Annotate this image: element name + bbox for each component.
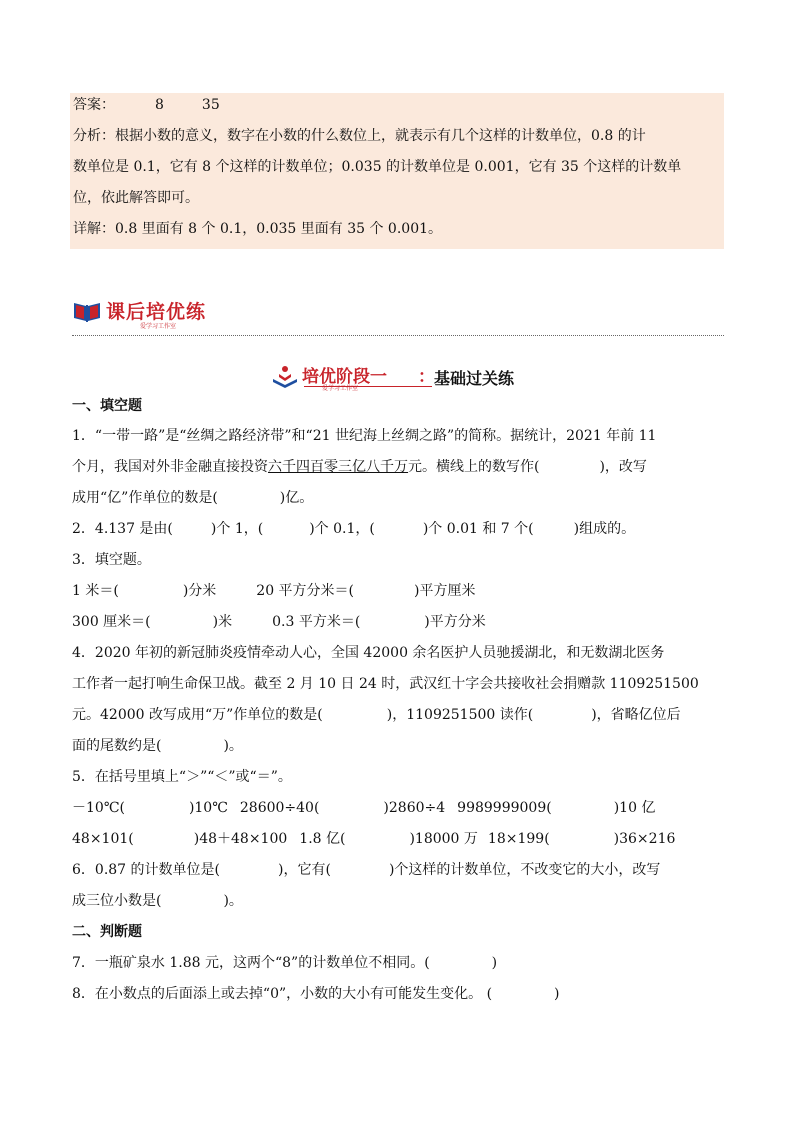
q1-line-1: 1．“一带一路”是“丝绸之路经济带”和“21 世纪海上丝绸之路”的简称。据统计，2021 年前 11 [72, 428, 657, 444]
q3-text: 20 平方分米＝( [256, 583, 355, 599]
analysis-line-2: 数单位是 0.1，它有 8 个这样的计数单位；0.035 的计数单位是 0.001，它有 35 个这样的计数单 [73, 159, 682, 175]
q1-line-2 [72, 457, 647, 477]
q3-text: )米 [212, 614, 233, 630]
answer-line [73, 95, 220, 115]
answer-value-1: 8 [155, 97, 164, 113]
analysis-line-3: 位，依此解答即可。 [73, 190, 199, 206]
q2-text: 2．4.137 是由( [72, 521, 173, 537]
section-heading-judge: 二、判断题 [72, 924, 142, 940]
q4-line-4 [72, 736, 243, 756]
q4-line-2: 工作者一起打响生命保卫战。截至 2 月 10 日 24 时，武汉红十字会共接收社会捐赠款 1109251500 [72, 676, 699, 692]
analysis-line-1: 分析：根据小数的意义，数字在小数的什么数位上，就表示有几个这样的计数单位，0.8 的计 [73, 128, 646, 144]
q4-text: 面的尾数约是( [72, 738, 162, 754]
q3-text: 0.3 平方米＝( [272, 614, 361, 630]
q4-text: )，1109251500 读作( [386, 707, 534, 723]
q1-text: )，改写 [599, 459, 647, 475]
banner-title: 课后培优练 [106, 301, 207, 323]
q4-text: )。 [223, 738, 243, 754]
q8-line [72, 984, 560, 1004]
q4-text: 元。42000 改写成用“万”作单位的数是( [72, 707, 323, 723]
q6-text: )。 [223, 893, 243, 909]
book-icon [72, 299, 102, 323]
q5-text: )10℃ [188, 800, 228, 816]
q7-text: 7．一瓶矿泉水 1.88 元，这两个“8”的计数单位不相同。( [72, 955, 430, 971]
q8-text: 8．在小数点的后面添上或去掉“0”，小数的大小有可能发生变化。 ( [72, 986, 493, 1002]
q5-text: )36×216 [613, 831, 676, 847]
q2-text: )组成的。 [573, 521, 636, 537]
q1-underlined-number: 六千四百零三亿八千万 [268, 459, 408, 475]
q6-text: 6．0.87 的计数单位是( [72, 862, 220, 878]
q5-row-1 [72, 798, 655, 818]
q7-line [72, 953, 497, 973]
q5-text: )2860÷4 [383, 800, 446, 816]
q1-text: 个月，我国对外非金融直接投资 [72, 459, 268, 475]
q2-text: )个 0.1，( [309, 521, 375, 537]
dotted-divider [72, 335, 724, 336]
q5-text: 18×199( [487, 831, 550, 847]
q7-text: ) [491, 955, 498, 971]
q4-line-3 [72, 705, 681, 725]
q1-line-3 [72, 488, 313, 508]
q5-text: )48＋48×100 [193, 831, 288, 847]
q6-text: )，它有( [278, 862, 331, 878]
q5-text: 9989999009( [457, 800, 552, 816]
q1-text: 成用“亿”作单位的数是( [72, 490, 218, 506]
section-heading-fill: 一、填空题 [72, 398, 142, 414]
q2-text: )个 1，( [210, 521, 264, 537]
q3-text: )分米 [182, 583, 217, 599]
q4-line-1: 4．2020 年初的新冠肺炎疫情牵动人心，全国 42000 余名医护人员驰援湖北，和无数湖北医务 [72, 645, 665, 661]
q3-text: )平方分米 [424, 614, 486, 630]
q2-line [72, 519, 635, 539]
q6-line-1 [72, 860, 660, 880]
q8-text: ) [554, 986, 560, 1002]
stage-label: 基础过关练 [434, 369, 515, 388]
q3-text: 300 厘米＝( [72, 614, 151, 630]
stage-title: 培优阶段一 [302, 367, 387, 387]
q5-text: －10℃( [72, 800, 125, 816]
q6-text: )个这样的计数单位，不改变它的大小，改写 [388, 862, 661, 878]
answer-label: 答案： [73, 97, 115, 113]
q5-row-2 [72, 829, 675, 849]
q5-text: 1.8 亿( [299, 831, 346, 847]
stage-heading [270, 362, 570, 392]
detail-line: 详解：0.8 里面有 8 个 0.1，0.035 里面有 35 个 0.001。 [73, 221, 443, 237]
q5-intro: 5．在括号里填上“＞”“＜”或“＝”。 [72, 769, 292, 785]
q3-row-2 [72, 612, 486, 632]
q4-text: )，省略亿位后 [591, 707, 681, 723]
q5-text: 48×101( [72, 831, 134, 847]
q6-text: 成三位小数是( [72, 893, 162, 909]
q1-text: 元。横线上的数写作( [408, 459, 540, 475]
q3-text: 1 米＝( [72, 583, 119, 599]
banner-subtitle: 爱学习工作室 [140, 323, 177, 330]
q5-text: )10 亿 [613, 800, 656, 816]
reading-figure-icon [270, 364, 300, 388]
q3-text: )平方厘米 [414, 583, 476, 599]
q2-text: )个 0.01 和 7 个( [422, 521, 534, 537]
answer-value-2: 35 [201, 97, 220, 113]
answer-box [70, 93, 724, 249]
q3-intro: 3．填空题。 [72, 552, 151, 568]
q3-row-1 [72, 581, 476, 601]
stage-subtitle: 爱学习工作室 [322, 385, 359, 392]
q5-text: )18000 万 [409, 831, 478, 847]
q1-text: )亿。 [279, 490, 314, 506]
stage-separator: ： [418, 367, 435, 387]
q5-text: 28600÷40( [239, 800, 320, 816]
q6-line-2 [72, 891, 243, 911]
